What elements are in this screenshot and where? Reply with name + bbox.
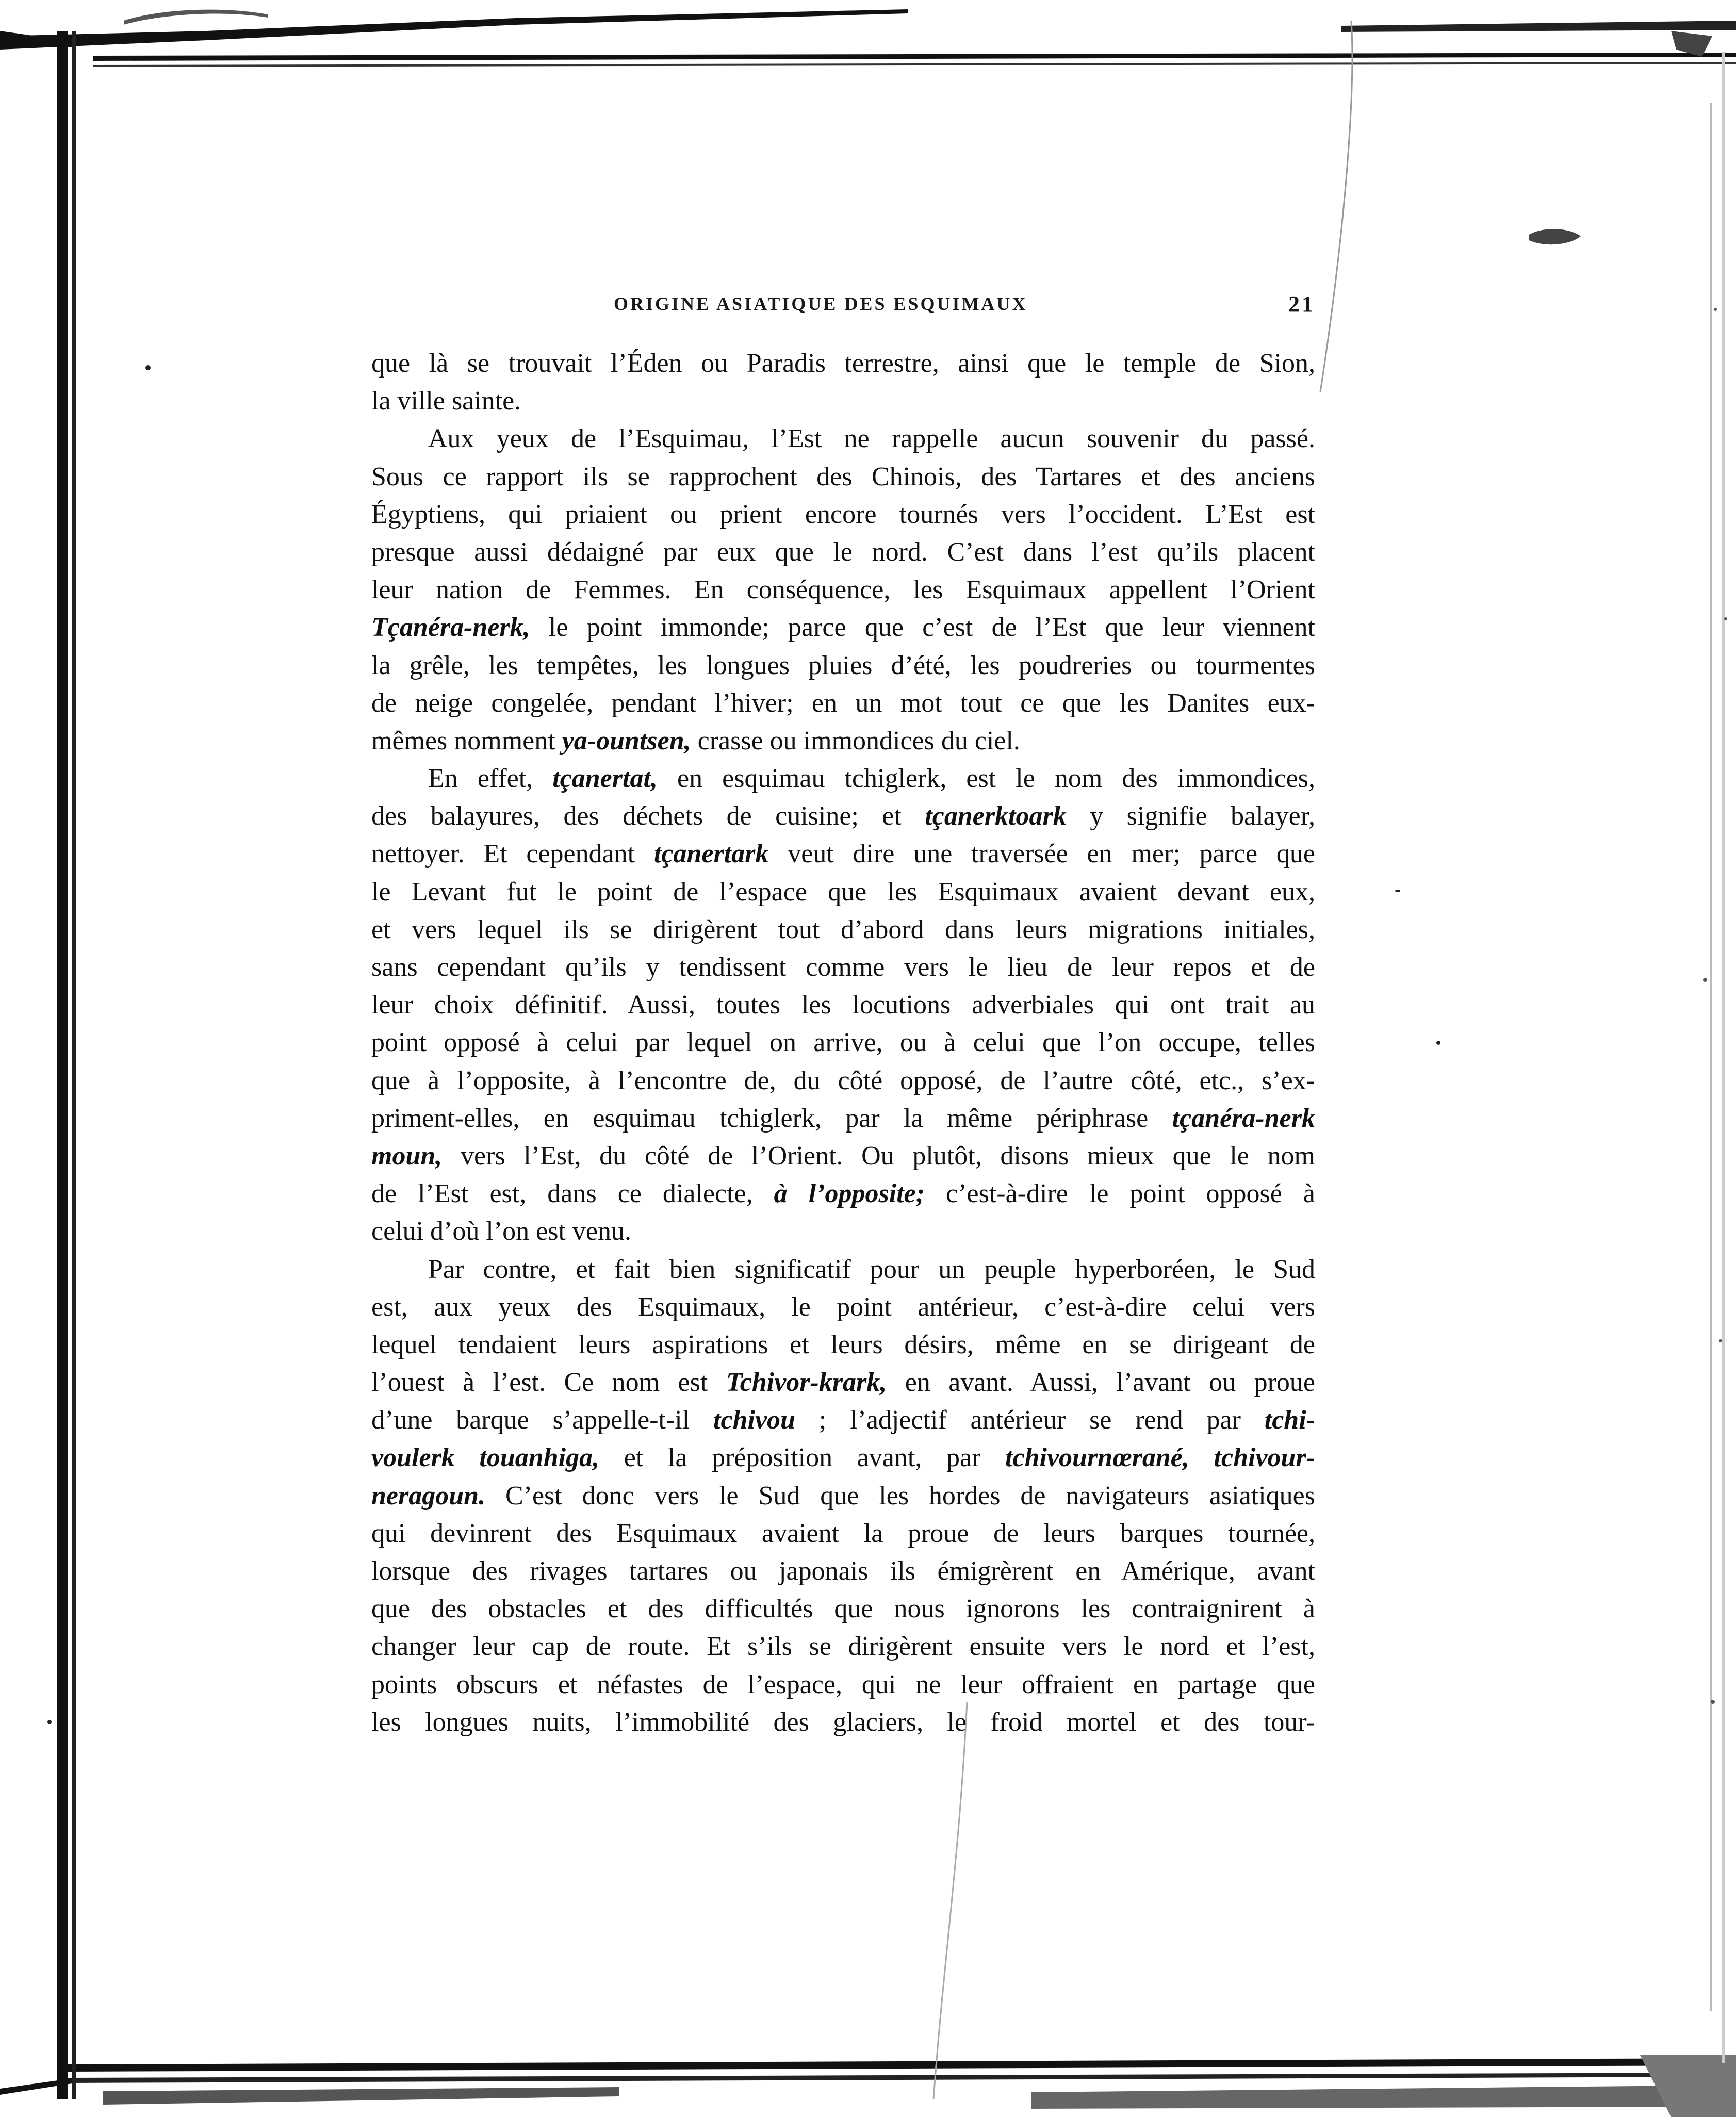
text-line bbox=[371, 1703, 1315, 1741]
text-line bbox=[371, 647, 1315, 684]
text-run: changer leur cap de route. Et s’ils se dirigèrent ensuite vers le nord et l’est, bbox=[371, 1632, 1315, 1662]
italic-term: tçanertark bbox=[653, 839, 769, 869]
text-line bbox=[371, 1024, 1315, 1061]
text-line bbox=[371, 1477, 1315, 1515]
italic-term: à l’opposite; bbox=[774, 1179, 925, 1209]
text-run: qui devinrent des Esquimaux avaient la proue de leurs barques tournée, bbox=[371, 1518, 1315, 1548]
ink-speck bbox=[47, 1720, 52, 1724]
text-run: nettoyer. Et cependant bbox=[371, 839, 654, 869]
text-line bbox=[371, 797, 1315, 835]
text-line bbox=[371, 382, 1315, 420]
text-run: et la préposition avant, par bbox=[599, 1443, 1006, 1473]
text-run: Sous ce rapport ils se rapprochent des Chinois, des Tartares et des anciens bbox=[371, 462, 1315, 491]
italic-term: tchi- bbox=[1264, 1405, 1315, 1435]
italic-term: Tçanéra-nerk, bbox=[371, 613, 530, 643]
text-line bbox=[371, 948, 1315, 986]
text-run: y signifie balayer, bbox=[1066, 801, 1315, 831]
italic-term: moun, bbox=[371, 1141, 443, 1171]
text-run: c’est-à-dire le point opposé à bbox=[925, 1179, 1315, 1209]
text-line bbox=[371, 1288, 1315, 1326]
italic-term: Tchivor-krark, bbox=[726, 1368, 887, 1398]
scan-right-speckle bbox=[1674, 0, 1736, 2117]
text-run: presque aussi dédaigné par eux que le nord. C’est dans l’est qu’ils placent bbox=[371, 537, 1315, 567]
text-line bbox=[371, 1590, 1315, 1628]
text-run: Aux yeux de l’Esquimau, l’Est ne rappelle aucun souvenir du passé. bbox=[428, 424, 1315, 454]
italic-term: voulerk touanhiga, bbox=[371, 1443, 600, 1473]
text-run: la ville sainte. bbox=[371, 386, 521, 416]
text-line bbox=[371, 420, 1315, 457]
text-run: veut dire une traversée en mer; parce que bbox=[768, 839, 1315, 869]
text-run: en esquimau tchiglerk, est le nom des immondices, bbox=[657, 764, 1315, 794]
text-line bbox=[371, 458, 1315, 496]
italic-term: tchivournœrané, tchivour- bbox=[1005, 1443, 1315, 1473]
text-line bbox=[371, 496, 1315, 533]
text-line bbox=[371, 684, 1315, 722]
text-line bbox=[371, 1099, 1315, 1137]
text-line bbox=[371, 1062, 1315, 1099]
text-line bbox=[371, 722, 1315, 760]
text-run: et vers lequel ils se dirigèrent tout d’abord dans leurs migrations initiales, bbox=[371, 914, 1315, 944]
text-run: point opposé à celui par lequel on arrive, ou à celui que l’on occupe, telles bbox=[371, 1028, 1315, 1058]
text-run: Égyptiens, qui priaient ou prient encore tournés vers l’occident. L’Est est bbox=[371, 499, 1315, 529]
text-line bbox=[371, 1552, 1315, 1590]
text-line bbox=[371, 533, 1315, 571]
text-run: le Levant fut le point de l’espace que les Esquimaux avaient devant eux, bbox=[371, 877, 1315, 907]
text-line bbox=[371, 911, 1315, 948]
text-line bbox=[371, 1515, 1315, 1552]
text-line bbox=[371, 1628, 1315, 1665]
running-head bbox=[371, 293, 1315, 324]
text-run: de neige congelée, pendant l’hiver; en un mot tout ce que les Danites eux- bbox=[371, 688, 1315, 718]
text-line bbox=[371, 1175, 1315, 1212]
text-line bbox=[371, 1251, 1315, 1288]
italic-term: tchivou bbox=[713, 1405, 795, 1435]
text-run: que à l’opposite, à l’encontre de, du côté opposé, de l’autre côté, etc., s’ex- bbox=[371, 1065, 1315, 1095]
text-run: que là se trouvait l’Éden ou Paradis terrestre, ainsi que le temple de Sion, bbox=[371, 349, 1315, 378]
text-run: des balayures, des déchets de cuisine; et bbox=[371, 801, 925, 831]
text-line bbox=[371, 1439, 1315, 1476]
text-run: mêmes nomment bbox=[371, 726, 562, 756]
scan-top-border bbox=[0, 0, 1736, 83]
ink-speck bbox=[1436, 1041, 1440, 1045]
italic-term: tçanerktoark bbox=[925, 801, 1067, 831]
ink-speck bbox=[1395, 890, 1400, 892]
text-line bbox=[371, 1212, 1315, 1250]
text-run: ; l’adjectif antérieur se rend par bbox=[795, 1405, 1265, 1435]
text-run: d’une barque s’appelle-t-il bbox=[371, 1405, 714, 1435]
text-line bbox=[371, 760, 1315, 797]
body-text bbox=[371, 344, 1315, 1741]
text-run: l’ouest à l’est. Ce nom est bbox=[371, 1368, 726, 1398]
text-run: points obscurs et néfastes de l’espace, qui ne leur offraient en partage que bbox=[371, 1669, 1315, 1699]
text-line bbox=[371, 344, 1315, 382]
running-title: ORIGINE ASIATIQUE DES ESQUIMAUX bbox=[614, 293, 1028, 314]
text-line bbox=[371, 835, 1315, 873]
text-run: que des obstacles et des difficultés que nous ignorons les contraignirent à bbox=[371, 1594, 1315, 1624]
text-run: leur nation de Femmes. En conséquence, les Esquimaux appellent l’Orient bbox=[371, 575, 1315, 605]
italic-term: ya-ountsen, bbox=[562, 726, 691, 756]
text-run: sans cependant qu’ils y tendissent comme vers le lieu de leur repos et de bbox=[371, 953, 1315, 982]
text-line bbox=[371, 1364, 1315, 1401]
text-run: priment-elles, en esquimau tchiglerk, par la même périphrase bbox=[371, 1103, 1172, 1133]
text-line bbox=[371, 986, 1315, 1024]
text-line bbox=[371, 1401, 1315, 1439]
text-line bbox=[371, 1326, 1315, 1364]
text-run: lorsque des rivages tartares ou japonais ils émigrèrent en Amérique, avant bbox=[371, 1556, 1315, 1586]
text-run: C’est donc vers le Sud que les hordes de navigateurs asiatiques bbox=[485, 1481, 1315, 1511]
text-run: les longues nuits, l’immobilité des glaciers, le froid mortel et des tour- bbox=[371, 1707, 1315, 1737]
text-run: en avant. Aussi, l’avant ou proue bbox=[887, 1368, 1315, 1398]
text-run: le point immonde; parce que c’est de l’Est que leur viennent bbox=[530, 613, 1315, 643]
text-run: celui d’où l’on est venu. bbox=[371, 1217, 631, 1246]
text-run: leur choix définitif. Aussi, toutes les locutions adverbiales qui ont trait au bbox=[371, 990, 1315, 1020]
text-run: crasse ou immondices du ciel. bbox=[691, 726, 1020, 756]
text-line bbox=[371, 873, 1315, 911]
ink-speck bbox=[145, 365, 151, 370]
text-run: Par contre, et fait bien significatif pour un peuple hyperboréen, le Sud bbox=[428, 1254, 1315, 1284]
italic-term: tçanertat, bbox=[552, 764, 658, 794]
text-run: est, aux yeux des Esquimaux, le point antérieur, c’est-à-dire celui vers bbox=[371, 1292, 1315, 1322]
scan-left-border bbox=[0, 0, 98, 2117]
text-run: lequel tendaient leurs aspirations et leurs désirs, même en se dirigeant de bbox=[371, 1330, 1315, 1359]
italic-term: neragoun. bbox=[371, 1481, 486, 1511]
scan-bottom-border bbox=[0, 2055, 1736, 2117]
text-line bbox=[371, 571, 1315, 609]
text-run: de l’Est est, dans ce dialecte, bbox=[371, 1179, 774, 1209]
text-line bbox=[371, 609, 1315, 646]
italic-term: tçanéra-nerk bbox=[1172, 1103, 1315, 1133]
page-number: 21 bbox=[1288, 291, 1315, 317]
text-line bbox=[371, 1666, 1315, 1703]
text-run: vers l’Est, du côté de l’Orient. Ou plutôt, disons mieux que le nom bbox=[442, 1141, 1315, 1171]
text-line bbox=[371, 1137, 1315, 1175]
text-run: la grêle, les tempêtes, les longues pluies d’été, les poudreries ou tourmentes bbox=[371, 650, 1315, 680]
text-run: En effet, bbox=[428, 764, 553, 794]
